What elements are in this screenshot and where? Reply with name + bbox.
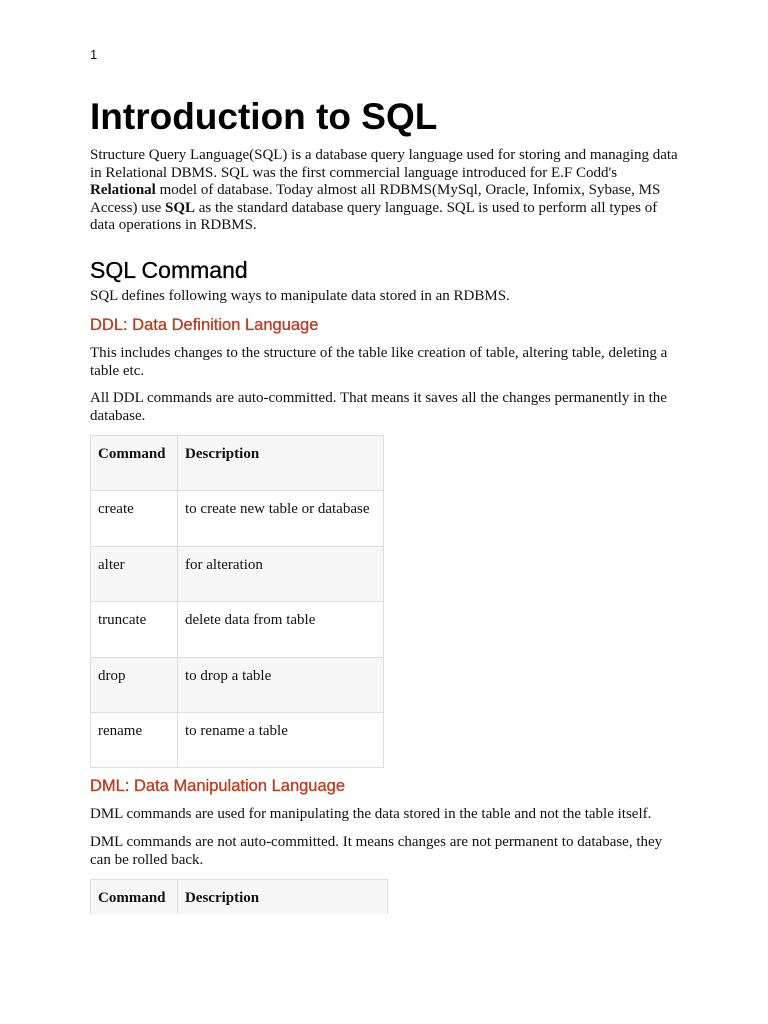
ddl-paragraph-1: This includes changes to the structure of the table like creation of table, altering table, deleting a table etc. (90, 345, 668, 379)
page-number: 1 (90, 47, 98, 62)
cell-command: rename (91, 712, 178, 767)
sql-command-paragraph: SQL defines following ways to manipulate data stored in an RDBMS. (90, 288, 510, 304)
cell-command: truncate (91, 602, 178, 657)
cell-description: to drop a table (178, 657, 384, 712)
section-heading-sql-command: SQL Command (90, 257, 248, 283)
table-row (91, 491, 384, 546)
cell-description: to rename a table (178, 712, 384, 767)
subheading-ddl: DDL: Data Definition Language (90, 316, 319, 334)
intro-paragraph: Structure Query Language(SQL) is a database query language used for storing and managing data in Relational DBMS. SQL was the first commercial language introduced for E.F Codd's Relational model of database. Today almost all RDBMS(MySql, Oracle, Infomix, Sybase, MS Access) use SQL as the standard database query language. SQL is used to perform all types of data operations in RDBMS. (90, 147, 678, 234)
table-header-row (91, 436, 384, 491)
ddl-paragraph-2: All DDL commands are auto-committed. That means it saves all the changes permanently in the database. (90, 390, 667, 424)
subheading-dml: DML: Data Manipulation Language (90, 777, 346, 795)
cell-description: delete data from table (178, 602, 384, 657)
header-command: Command (91, 436, 178, 491)
dml-paragraph-1: DML commands are used for manipulating the data stored in the table and not the table itself. (90, 806, 652, 822)
page-title: Introduction to SQL (90, 96, 438, 137)
cell-command: drop (91, 657, 178, 712)
cell-command: alter (91, 546, 178, 601)
table-row (91, 712, 384, 767)
cell-description: to create new table or database (178, 491, 384, 546)
dml-table-clip (90, 879, 388, 914)
header-description: Description (178, 436, 384, 491)
cell-command: create (91, 491, 178, 546)
dml-paragraph-2: DML commands are not auto-committed. It means changes are not permanent to database, they can be rolled back. (90, 834, 663, 868)
table-row (91, 657, 384, 712)
header-command: Command (91, 880, 178, 915)
header-description: Description (177, 880, 387, 915)
bold-relational: Relational (90, 182, 156, 199)
table-header-row (91, 880, 388, 915)
cell-description: for alteration (178, 546, 384, 601)
bold-sql: SQL (164, 199, 195, 216)
dml-commands-table (90, 879, 388, 914)
table-row (91, 546, 384, 601)
table-row (91, 602, 384, 657)
ddl-commands-table (90, 435, 384, 768)
